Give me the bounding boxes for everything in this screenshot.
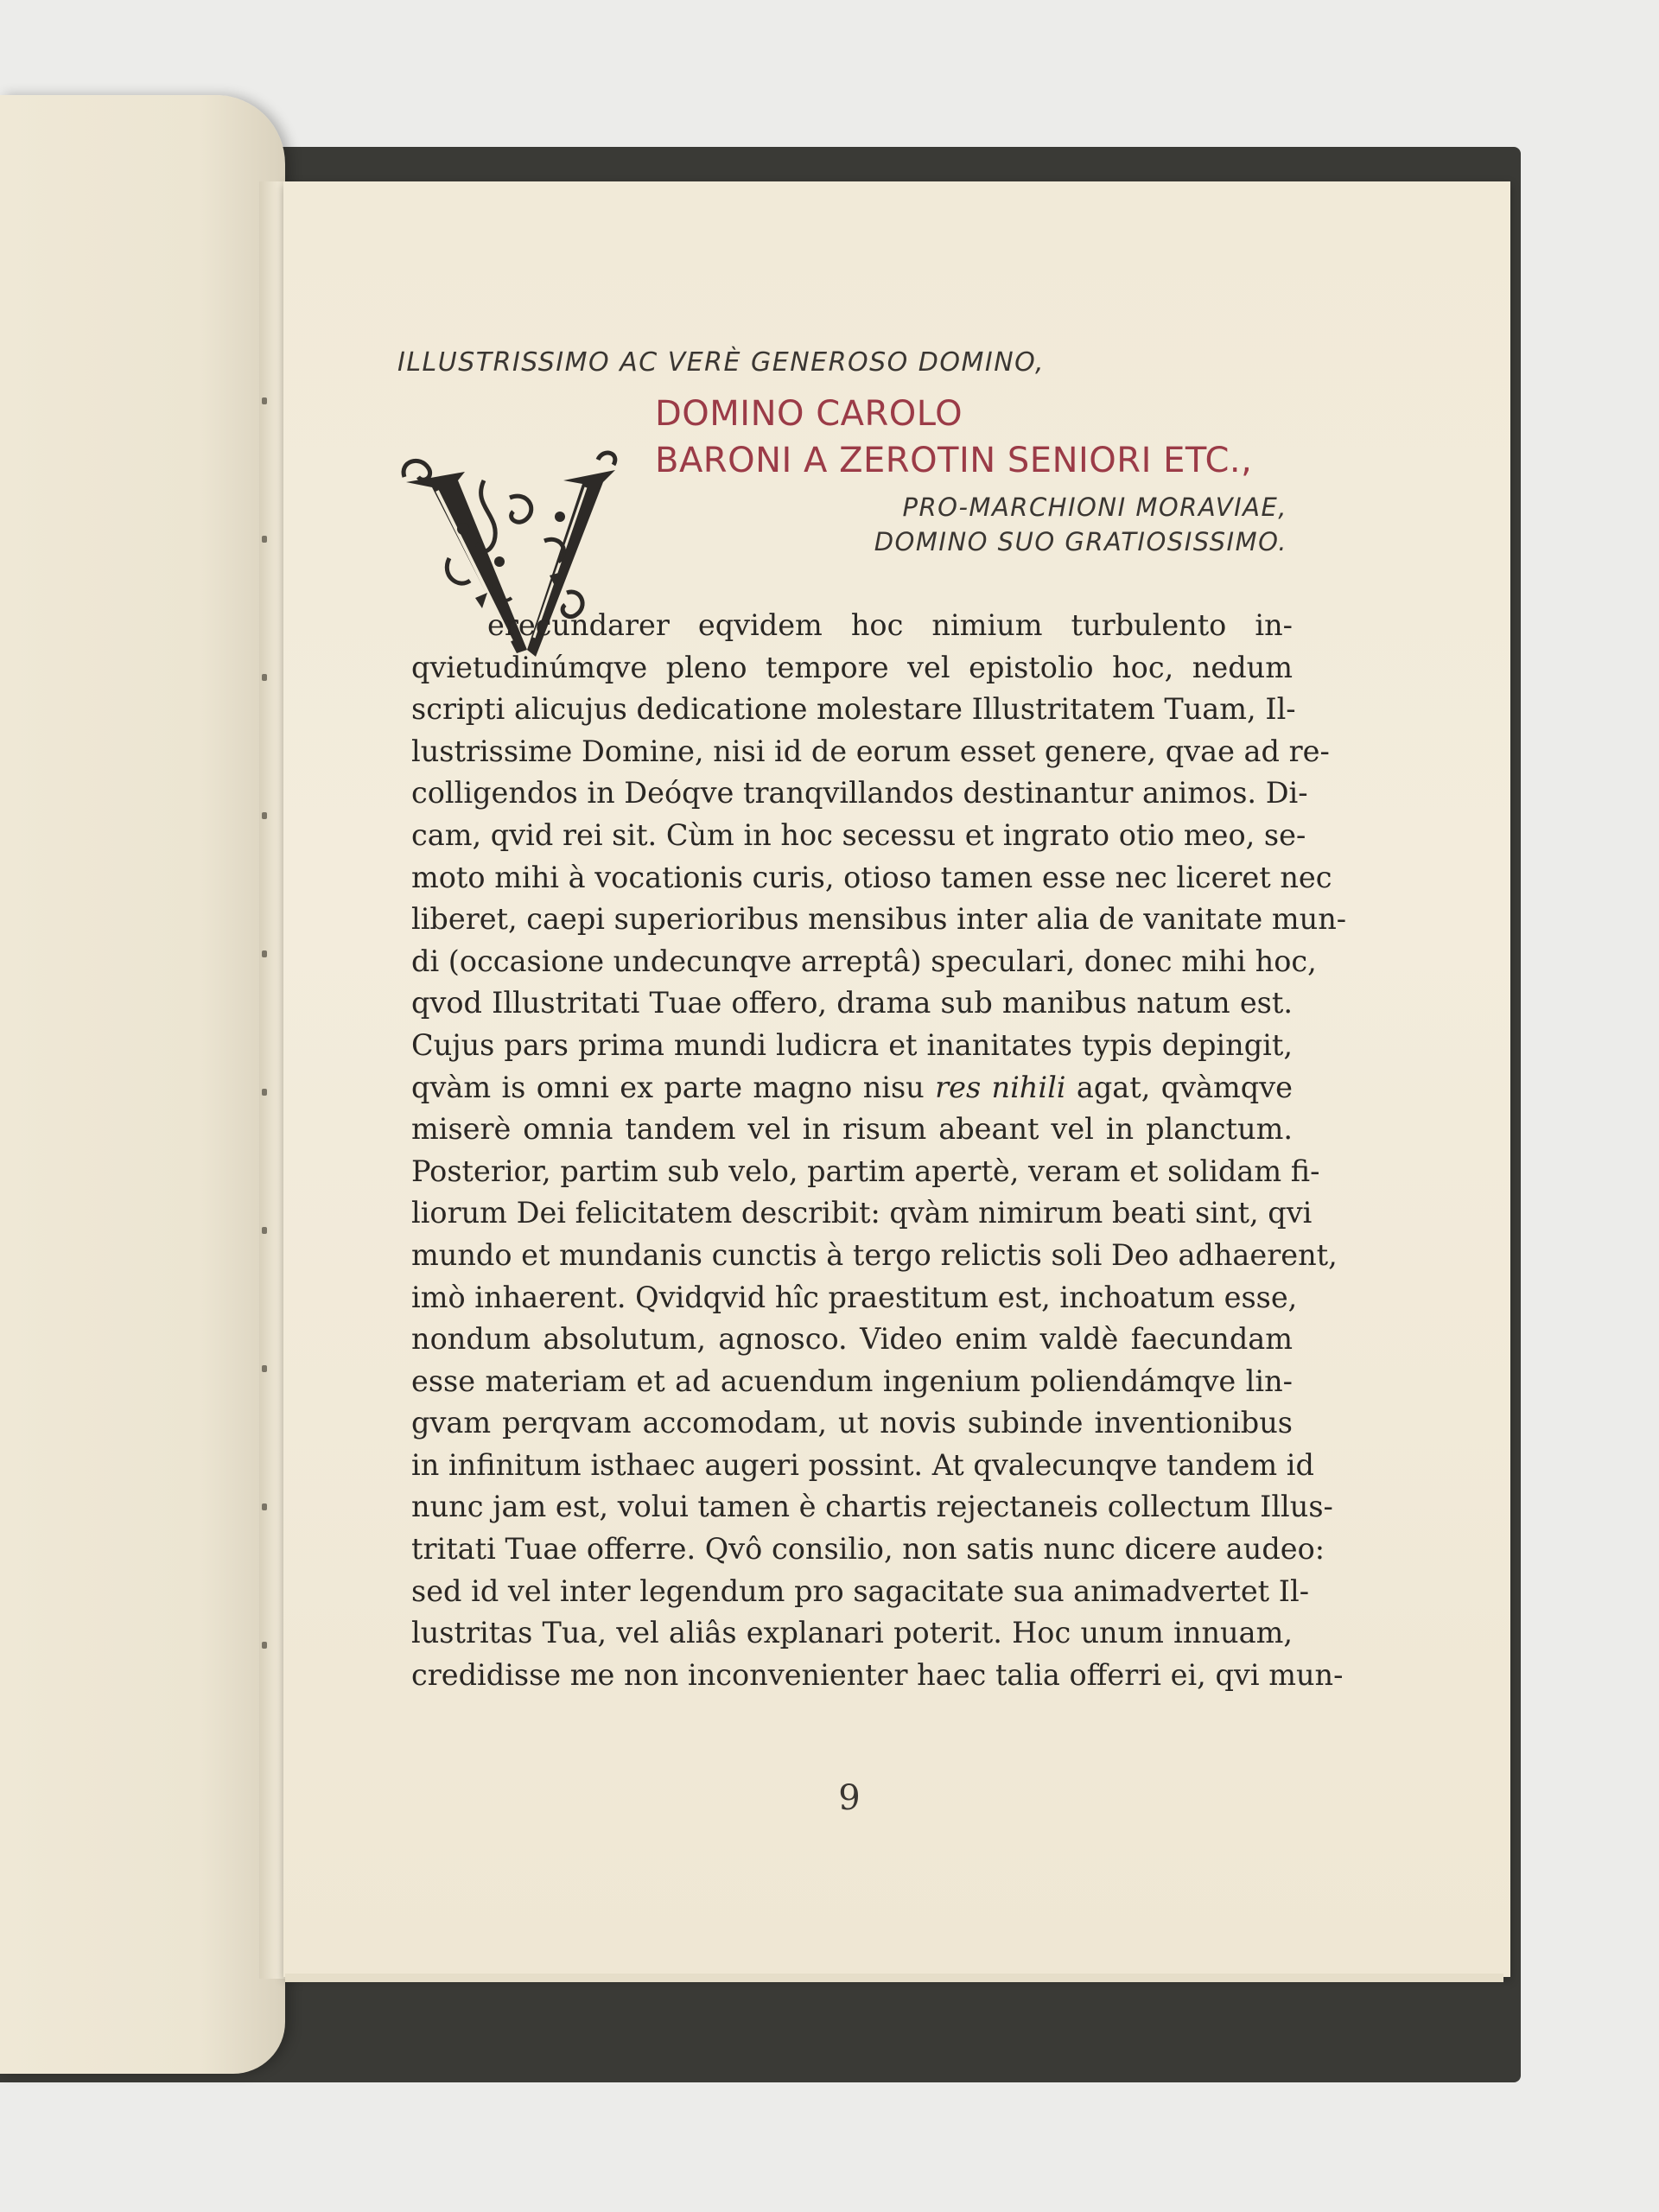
text-line: moto mihi à vocationis curis, otioso tamen esse nec liceret nec [411, 860, 1332, 894]
salutation: ILLUSTRISSIMO AC VERÈ GENEROSO DOMINO, [397, 347, 1046, 378]
binding-stitch [262, 812, 267, 819]
text-line: qvietudinúmqve pleno tempore vel epistolio hoc, nedum [411, 650, 1293, 684]
text-segment: agat, qvàmqve [1065, 1070, 1294, 1104]
text-line: credidisse me non inconvenienter haec talia offerri ei, qvi mun- [411, 1657, 1344, 1692]
left-page [0, 95, 285, 2074]
page-number: 9 [838, 1778, 861, 1818]
binding-stitch [262, 1503, 267, 1510]
text-line: nunc jam est, volui tamen è chartis rejectaneis collectum Illus- [411, 1490, 1333, 1524]
text-line: scripti alicujus dedicatione molestare Illustritatem Tuam, Il- [411, 692, 1296, 727]
page-edge [285, 1974, 1503, 1982]
text-line: lustrissime Domine, nisi id de eorum esset genere, qvae ad re- [411, 734, 1330, 768]
right-page [283, 181, 1510, 1977]
text-line: Posterior, partim sub velo, partim apertè, veram et solidam fi- [411, 1154, 1320, 1188]
text-line: sed id vel inter legendum pro sagacitate sua animadvertet Il- [411, 1573, 1310, 1608]
text-line: tritati Tuae offerre. Qvô consilio, non satis nunc dicere audeo: [411, 1532, 1325, 1567]
recipient-name-line1: DOMINO CAROLO [655, 394, 963, 434]
text-line: qvod Illustritati Tuae offero, drama sub manibus natum est. [411, 986, 1293, 1020]
text-segment: qvàm is omni ex parte magno nisu [411, 1070, 936, 1104]
text-line: colligendos in Deóqve tranqvillandos destinantur animos. Di- [411, 776, 1308, 810]
recipient-title-line2: DOMINO SUO GRATIOSISSIMO. [874, 527, 1287, 556]
binding-stitch [262, 1365, 267, 1372]
binding-stitch [262, 536, 267, 543]
binding-stitch [262, 1642, 267, 1649]
text-line: mundo et mundanis cunctis à tergo relictis soli Deo adhaerent, [411, 1237, 1338, 1272]
binding-stitch [262, 950, 267, 957]
italic-phrase: res nihili [935, 1070, 1066, 1104]
text-line: di (occasione undecunqve arreptâ) speculari, donec mihi hoc, [411, 944, 1317, 978]
text-line: nondum absolutum, agnosco. Video enim valdè faecundam [411, 1322, 1293, 1357]
text-line: esse materiam et ad acuendum ingenium poliendámqve lin- [411, 1363, 1293, 1398]
dedication-text [411, 605, 1347, 1696]
page-content [283, 181, 1510, 1977]
binding-stitch [262, 397, 267, 404]
text-line: in infinitum isthaec augeri possint. At qvalecunqve tandem id [411, 1447, 1314, 1482]
binding-stitch [262, 1089, 267, 1096]
text-line: liberet, caepi superioribus mensibus inter alia de vanitate mun- [411, 902, 1347, 937]
binding-stitch [262, 674, 267, 681]
text-line: lustritas Tua, vel aliâs explanari poterit. Hoc unum innuam, [411, 1616, 1293, 1650]
text-line: Cujus pars prima mundi ludicra et inanitates typis depingit, [411, 1027, 1293, 1062]
text-line: gvam perqvam accomodam, ut novis subinde inventionibus [411, 1406, 1293, 1440]
text-line: cam, qvid rei sit. Cùm in hoc secessu et ingrato otio meo, se- [411, 817, 1306, 852]
recipient-name-line2: BARONI A ZEROTIN SENIORI ETC., [655, 441, 1253, 480]
recipient-title-line1: PRO-MARCHIONI MORAVIAE, [902, 493, 1287, 522]
text-line: erecundarer eqvidem hoc nimium turbulento in- [487, 608, 1293, 642]
binding-stitch [262, 1227, 267, 1234]
text-line: imò inhaerent. Qvidqvid hîc praestitum est, inchoatum esse, [411, 1280, 1298, 1314]
text-line-with-italic [411, 1067, 1293, 1109]
text-line: miserè omnia tandem vel in risum abeant vel in planctum. [411, 1112, 1293, 1147]
text-line: liorum Dei felicitatem describit: qvàm nimirum beati sint, qvi [411, 1196, 1313, 1230]
